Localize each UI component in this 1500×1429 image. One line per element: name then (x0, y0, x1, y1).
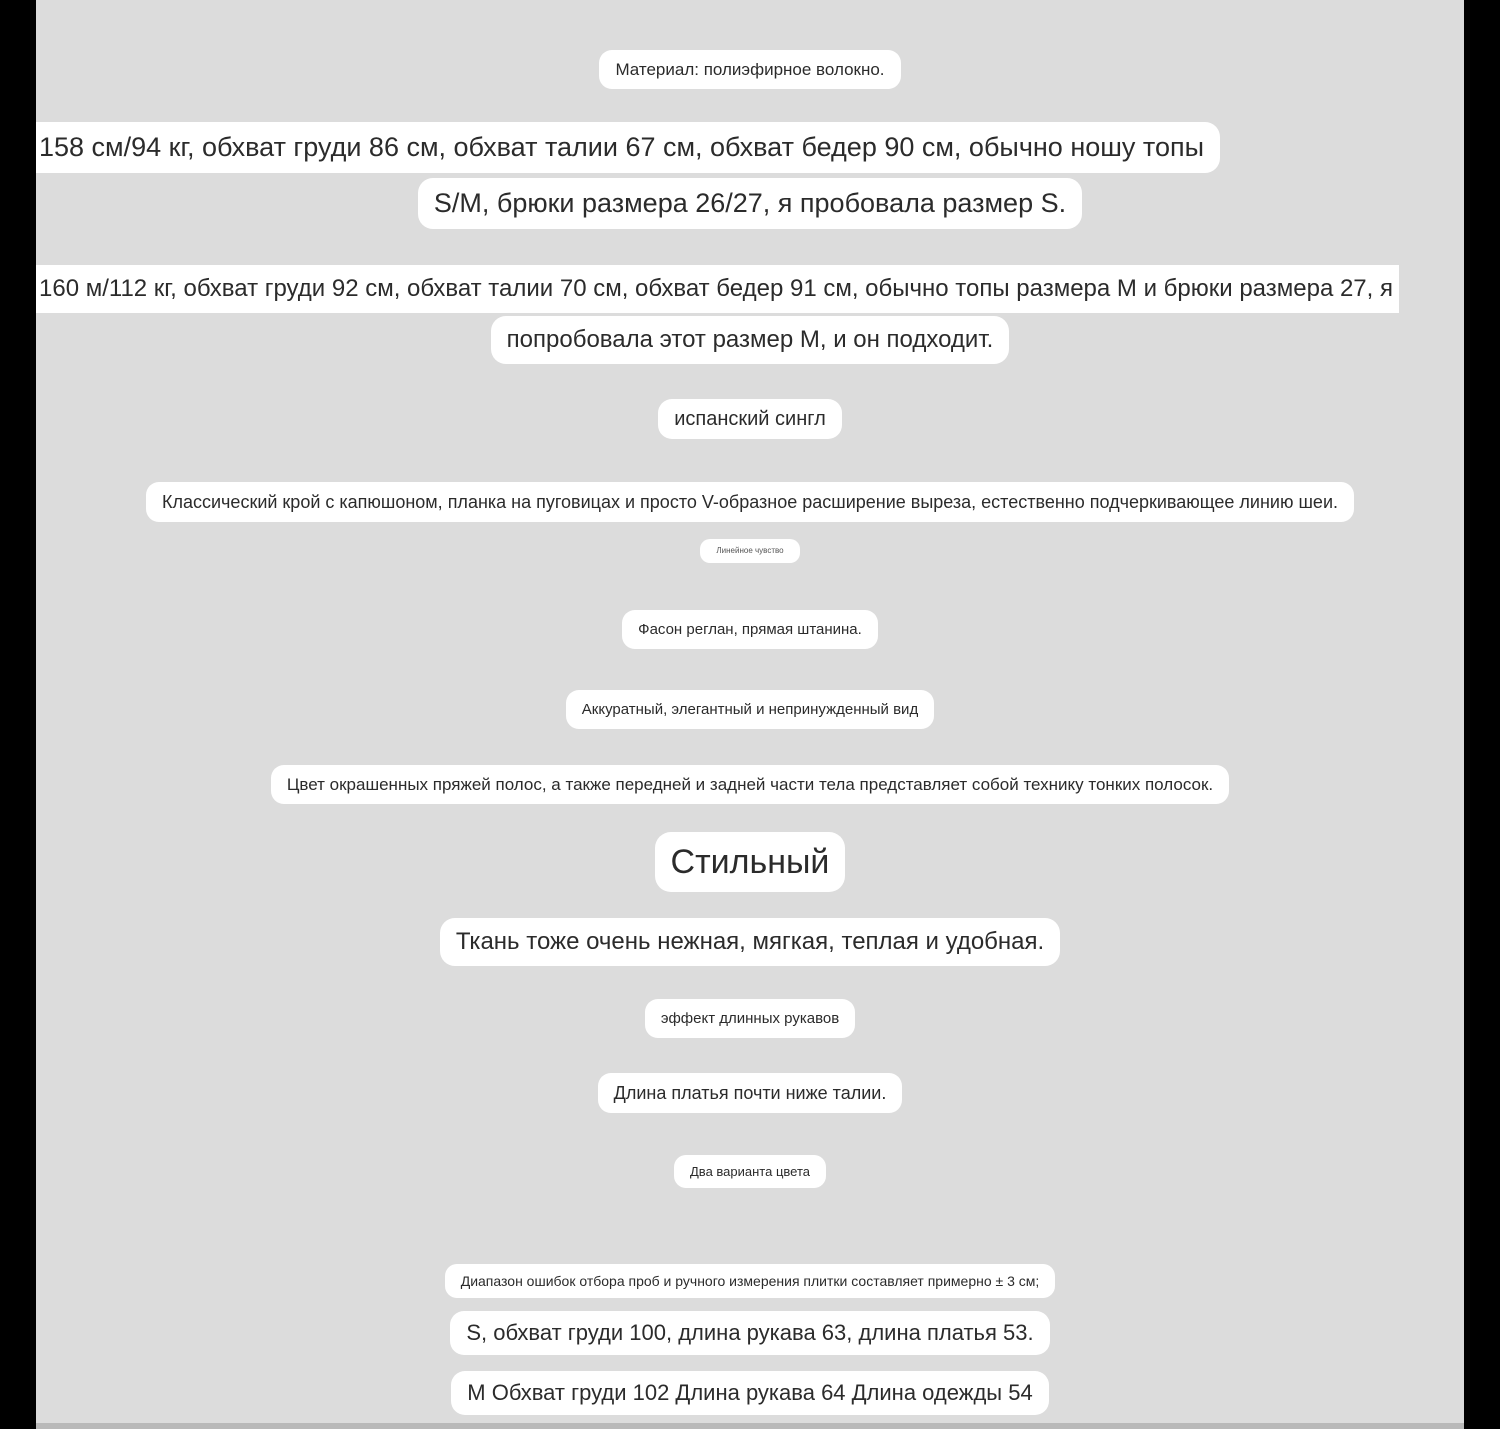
review2-line1-text: 160 м/112 кг, обхват груди 92 см, обхват талии 70 см, обхват бедер 91 см, обычно топы размера M и брюки размера 27, я (36, 265, 1399, 313)
review1-row1 (36, 122, 1464, 173)
review1-line1-text: 158 см/94 кг, обхват груди 86 см, обхват талии 67 см, обхват бедер 90 см, обычно ношу топы (36, 122, 1220, 173)
size-m-text: M Обхват груди 102 Длина рукава 64 Длина одежды 54 (451, 1371, 1048, 1415)
neat-look-row (36, 690, 1464, 729)
size-s-row (36, 1311, 1464, 1355)
dress-length-row (36, 1073, 1464, 1113)
classic-cut-row (36, 482, 1464, 522)
product-description-canvas (36, 0, 1464, 1429)
review1-line2-text: S/M, брюки размера 26/27, я пробовала размер S. (418, 178, 1082, 229)
stylish-title: Стильный (655, 832, 846, 892)
long-sleeves-text: эффект длинных рукавов (645, 999, 855, 1038)
spanish-single-row (36, 399, 1464, 439)
raglan-row (36, 610, 1464, 649)
error-range-text: Диапазон ошибок отбора проб и ручного измерения плитки составляет примерно ± 3 см; (445, 1264, 1056, 1298)
line-feel-row (36, 539, 1464, 563)
review1-row2 (36, 178, 1464, 229)
yarn-color-row (36, 765, 1464, 804)
review2-row2 (36, 316, 1464, 364)
yarn-color-text: Цвет окрашенных пряжей полос, а также передней и задней части тела представляет собой технику тонких полосок. (271, 765, 1229, 804)
fabric-row (36, 918, 1464, 966)
size-s-text: S, обхват груди 100, длина рукава 63, длина платья 53. (450, 1311, 1049, 1355)
material-text: Материал: полиэфирное волокно. (599, 50, 900, 89)
two-colors-text: Два варианта цвета (674, 1155, 826, 1188)
size-m-row (36, 1371, 1464, 1415)
dress-length-text: Длина платья почти ниже талии. (598, 1073, 903, 1113)
spanish-single-text: испанский сингл (658, 399, 842, 439)
neat-look-text: Аккуратный, элегантный и непринужденный вид (566, 690, 934, 729)
raglan-text: Фасон реглан, прямая штанина. (622, 610, 878, 649)
two-colors-row (36, 1155, 1464, 1188)
fabric-text: Ткань тоже очень нежная, мягкая, теплая и удобная. (440, 918, 1060, 966)
error-range-row (36, 1264, 1464, 1298)
classic-cut-text: Классический крой с капюшоном, планка на пуговицах и просто V-образное расширение выреза, естественно подчеркивающее линию шеи. (146, 482, 1354, 522)
line-feel-text: Линейное чувство (700, 539, 799, 563)
review2-row1 (36, 265, 1464, 313)
long-sleeves-row (36, 999, 1464, 1038)
stylish-row (36, 832, 1464, 892)
review2-line2-text: попробовала этот размер М, и он подходит. (491, 316, 1010, 364)
material-row (36, 50, 1464, 89)
